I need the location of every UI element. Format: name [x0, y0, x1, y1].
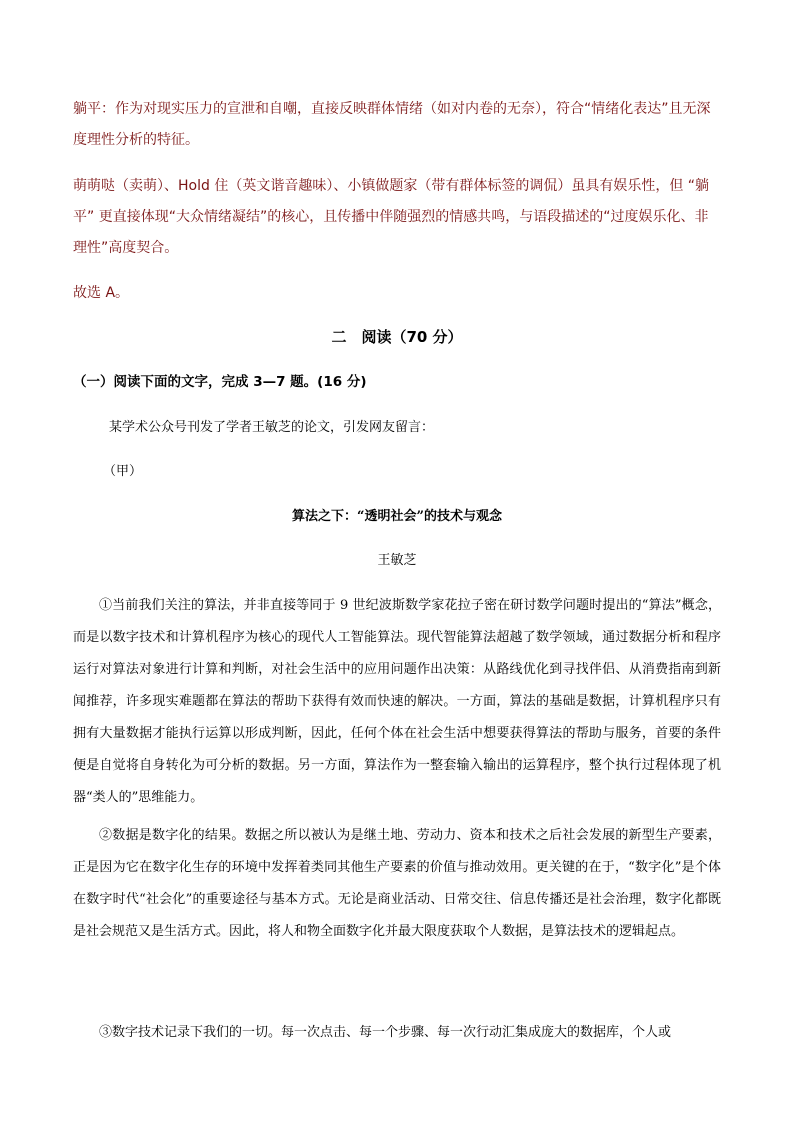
article-title: 算法之下：“透明社会”的技术与观念: [292, 509, 502, 524]
article-author: 王敏芝: [377, 553, 417, 568]
article-paragraph-3: ③数字技术记录下我们的一切。每一次点击、每一个步骤、每一次行动汇集成庞大的数据库，个人或: [99, 1025, 672, 1040]
article-paragraph-2: ②数据是数字化的结果。数据之所以被认为是继土地、劳动力、资本和技术之后社会发展的新型生产要素，正是因为它在数字化生存的环境中发挥着类同其他生产要素的价值与推动效用。更关键的在于，“数字化”是个体在数字时代“社会化”的重要途径与基本方式。无论是商业活动、日常交往、信息传播还是社会治理，数字化都既是社会规范又是生活方式。因此，将人和物全面数字化并最大限度获取个人数据，是算法技术的逻辑起点。: [73, 828, 721, 939]
answer-conclusion: 故选 A。: [73, 285, 130, 301]
article-paragraph-1: ①当前我们关注的算法，并非直接等同于 9 世纪波斯数学家花拉子密在研讨数学问题时提出的“算法”概念，而是以数字技术和计算机程序为核心的现代人工智能算法。现代智能算法超越了数学领域，通过数据分析和程序运行对算法对象进行计算和判断，对社会生活中的应用问题作出决策：从路线优化到寻找伴侣、从消费指南到新闻推荐，许多现实难题都在算法的帮助下获得有效而快速的解决。一方面，算法的基础是数据，计算机程序只有拥有大量数据才能执行运算以形成判断，因此，任何个体在社会生活中想要获得算法的帮助与服务，首要的条件便是自觉将自身转化为可分析的数据。另一方面，算法作为一整套输入输出的运算程序，整个执行过程体现了机器“类人的”思维能力。: [73, 598, 721, 805]
answer-paragraph-tangping: 躺平：作为对现实压力的宣泄和自嘲，直接反映群体情绪（如对内卷的无奈），符合“情绪化表达”且无深度理性分析的特征。: [73, 101, 711, 148]
answer-paragraph-comparison: 萌萌哒（卖萌）、Hold 住（英文谐音趣味）、小镇做题家（带有群体标签的调侃）虽具有娱乐性，但 “躺平” 更直接体现“大众情绪凝结”的核心，且传播中伴随强烈的情感共鸣，与语段描述的“过度娱乐化、非理性”高度契合。: [73, 178, 710, 256]
question-title: （一）阅读下面的文字，完成 3—7 题。(16 分): [73, 374, 367, 390]
part-label-jia: （甲）: [103, 464, 143, 479]
section-title: 二 阅读（70 分）: [331, 328, 463, 346]
intro-text: 某学术公众号刊发了学者王敏芝的论文，引发网友留言：: [109, 420, 435, 435]
